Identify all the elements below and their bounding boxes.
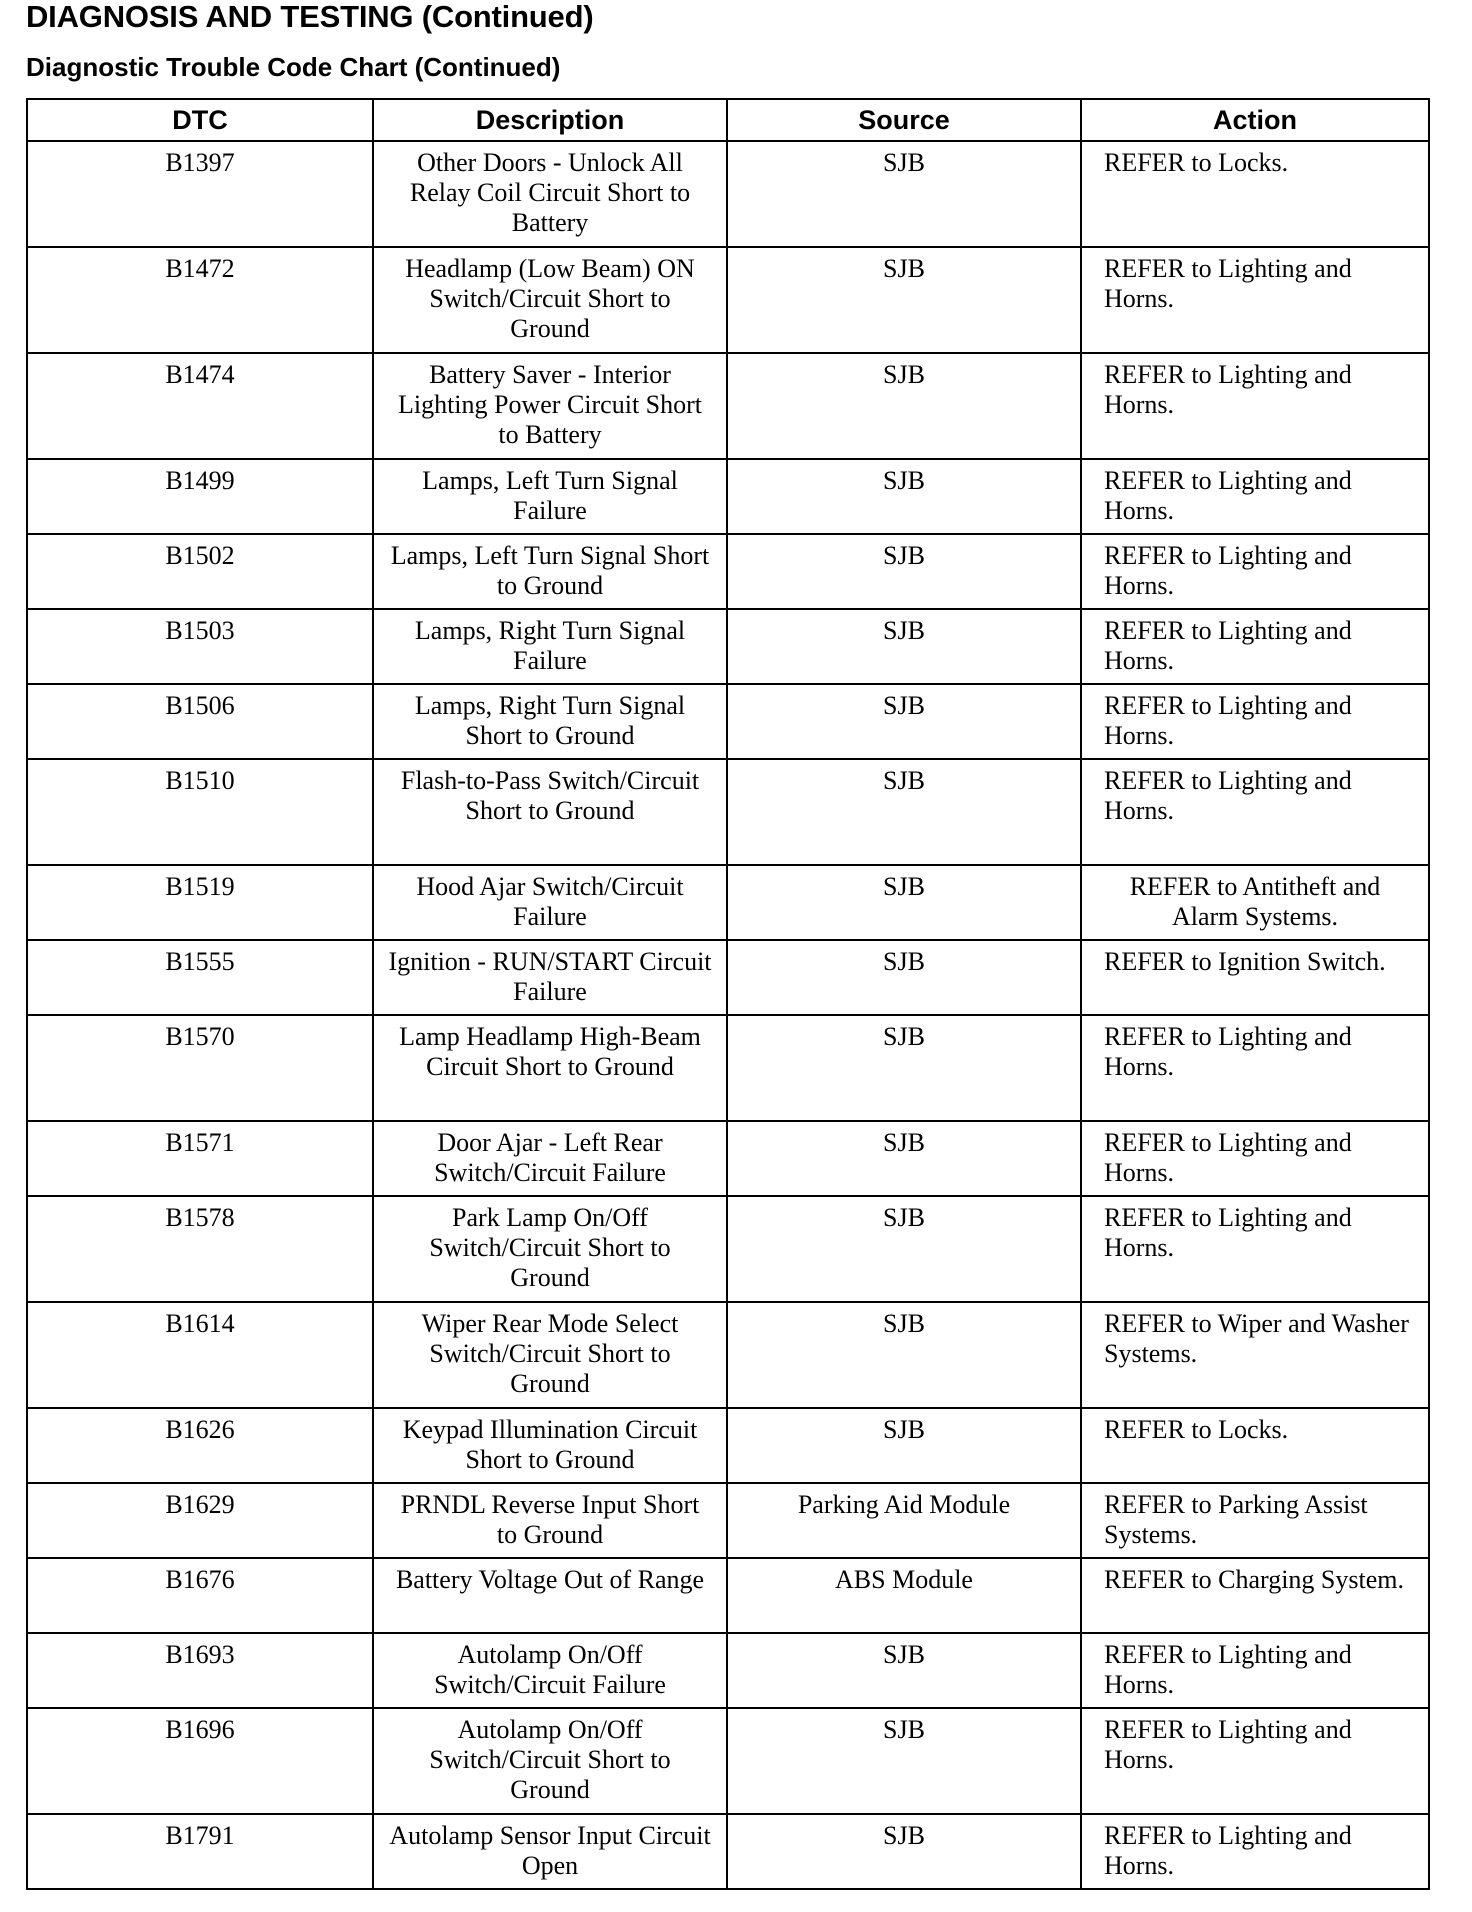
action-cell [1081,1302,1429,1408]
action-text: REFER to Lighting and Horns. [1104,1022,1352,1081]
dtc-code: B1555 [165,947,235,976]
description-text: Lamps, Left Turn Signal Short to Ground [390,541,710,600]
action-text: REFER to Lighting and Horns. [1104,766,1352,825]
action-text: REFER to Antitheft and Alarm Systems. [1129,872,1381,931]
action-text: REFER to Lighting and Horns. [1104,254,1352,313]
source-cell [727,940,1081,1015]
description-cell [373,865,727,940]
dtc-code: B1510 [165,766,235,795]
dtc-cell [27,459,373,534]
source-text: SJB [883,1203,925,1232]
description-cell [373,940,727,1015]
source-text: SJB [883,541,925,570]
action-cell [1081,1408,1429,1483]
source-cell [727,141,1081,247]
source-cell [727,353,1081,459]
table-row [27,1015,1429,1121]
action-text: REFER to Lighting and Horns. [1104,1640,1352,1699]
dtc-cell [27,1121,373,1196]
dtc-code: B1696 [165,1715,235,1744]
source-cell [727,1558,1081,1633]
description-cell [373,1302,727,1408]
action-text: REFER to Lighting and Horns. [1104,616,1352,675]
description-text: Autolamp On/Off Switch/Circuit Failure [434,1640,666,1699]
description-text: Door Ajar - Left Rear Switch/Circuit Failure [434,1128,666,1187]
description-cell [373,459,727,534]
table-row [27,1121,1429,1196]
description-text: Headlamp (Low Beam) ON Switch/Circuit Short to Ground [405,254,695,343]
table-row [27,1814,1429,1889]
description-cell [373,353,727,459]
description-text: Autolamp On/Off Switch/Circuit Short to Ground [429,1715,671,1804]
description-text: PRNDL Reverse Input Short to Ground [400,1490,700,1549]
action-text: REFER to Lighting and Horns. [1104,1821,1352,1880]
column-header-source: Source [727,99,1081,141]
dtc-code: B1506 [165,691,235,720]
dtc-cell [27,353,373,459]
description-cell [373,684,727,759]
table-row [27,1196,1429,1302]
column-header-action: Action [1081,99,1429,141]
source-cell [727,684,1081,759]
description-cell [373,1483,727,1558]
description-text: Autolamp Sensor Input Circuit Open [389,1821,711,1880]
action-text: REFER to Lighting and Horns. [1104,691,1352,750]
description-cell [373,534,727,609]
action-text: REFER to Wiper and Washer Systems. [1104,1309,1409,1368]
table-row [27,684,1429,759]
dtc-cell [27,1814,373,1889]
description-text: Lamps, Right Turn Signal Failure [414,616,686,675]
description-cell [373,141,727,247]
description-text: Flash-to-Pass Switch/Circuit Short to Ground [400,766,700,825]
table-row [27,459,1429,534]
source-cell [727,1121,1081,1196]
action-cell [1081,1121,1429,1196]
action-cell [1081,865,1429,940]
action-cell [1081,353,1429,459]
column-header-dtc: DTC [27,99,373,141]
dtc-cell [27,865,373,940]
source-text: SJB [883,947,925,976]
source-cell [727,1015,1081,1121]
action-cell [1081,141,1429,247]
action-text: REFER to Ignition Switch. [1104,947,1386,976]
dtc-code: B1578 [165,1203,235,1232]
dtc-code: B1499 [165,466,235,495]
description-cell [373,1196,727,1302]
source-text: SJB [883,616,925,645]
action-cell [1081,1483,1429,1558]
description-text: Hood Ajar Switch/Circuit Failure [416,872,684,931]
dtc-table [26,98,1430,1890]
dtc-cell [27,141,373,247]
dtc-code: B1571 [165,1128,235,1157]
description-text: Ignition - RUN/START Circuit Failure [388,947,712,1006]
table-row [27,534,1429,609]
description-text: Other Doors - Unlock All Relay Coil Circuit Short to Battery [409,148,691,237]
dtc-code: B1502 [165,541,235,570]
source-cell [727,1196,1081,1302]
dtc-cell [27,1558,373,1633]
table-row [27,759,1429,865]
source-text: SJB [883,466,925,495]
dtc-cell [27,1633,373,1708]
dtc-cell [27,1408,373,1483]
dtc-code: B1676 [165,1565,235,1594]
page-heading: DIAGNOSIS AND TESTING (Continued) [26,0,594,34]
dtc-code: B1570 [165,1022,235,1051]
source-text: SJB [883,1128,925,1157]
description-cell [373,1558,727,1633]
source-text: SJB [883,1415,925,1444]
dtc-code: B1614 [165,1309,235,1338]
table-row [27,1483,1429,1558]
source-cell [727,247,1081,353]
chart-subheading: Diagnostic Trouble Code Chart (Continued) [26,52,561,82]
dtc-code: B1503 [165,616,235,645]
dtc-cell [27,1708,373,1814]
action-text: REFER to Lighting and Horns. [1104,466,1352,525]
description-cell [373,247,727,353]
column-header-description: Description [373,99,727,141]
description-cell [373,1633,727,1708]
dtc-cell [27,684,373,759]
source-cell [727,1633,1081,1708]
dtc-code: B1626 [165,1415,235,1444]
action-cell [1081,247,1429,353]
action-cell [1081,1814,1429,1889]
dtc-cell [27,1196,373,1302]
source-text: SJB [883,1821,925,1850]
table-row [27,1408,1429,1483]
table-row [27,247,1429,353]
description-text: Wiper Rear Mode Select Switch/Circuit Short to Ground [421,1309,679,1398]
description-text: Park Lamp On/Off Switch/Circuit Short to Ground [429,1203,671,1292]
table-row [27,940,1429,1015]
description-text: Battery Voltage Out of Range [395,1565,705,1594]
action-cell [1081,1708,1429,1814]
action-cell [1081,759,1429,865]
dtc-cell [27,534,373,609]
source-text: SJB [883,1309,925,1338]
source-cell [727,1483,1081,1558]
description-cell [373,609,727,684]
source-text: SJB [883,254,925,283]
dtc-cell [27,609,373,684]
action-cell [1081,1558,1429,1633]
action-text: REFER to Parking Assist Systems. [1104,1490,1368,1549]
table-row [27,1633,1429,1708]
source-cell [727,759,1081,865]
source-text: SJB [883,691,925,720]
description-text: Lamp Headlamp High-Beam Circuit Short to Ground [399,1022,701,1081]
action-text: REFER to Lighting and Horns. [1104,360,1352,419]
table-row [27,1302,1429,1408]
action-cell [1081,1015,1429,1121]
dtc-code: B1472 [165,254,235,283]
source-cell [727,1408,1081,1483]
action-text: REFER to Charging System. [1104,1565,1404,1594]
description-text: Keypad Illumination Circuit Short to Ground [402,1415,698,1474]
action-text: REFER to Lighting and Horns. [1104,541,1352,600]
description-cell [373,1015,727,1121]
dtc-cell [27,1302,373,1408]
dtc-code: B1397 [165,148,235,177]
source-cell [727,609,1081,684]
dtc-cell [27,1015,373,1121]
dtc-code: B1693 [165,1640,235,1669]
source-text: SJB [883,148,925,177]
source-text: SJB [883,872,925,901]
table-header-row [27,99,1429,141]
table-row [27,1708,1429,1814]
table-row [27,353,1429,459]
description-text: Lamps, Right Turn Signal Short to Ground [414,691,686,750]
table-row [27,1558,1429,1633]
dtc-cell [27,940,373,1015]
source-text: SJB [883,1715,925,1744]
dtc-code: B1474 [165,360,235,389]
action-cell [1081,1633,1429,1708]
table-row [27,141,1429,247]
dtc-code: B1519 [165,872,235,901]
dtc-cell [27,247,373,353]
dtc-cell [27,1483,373,1558]
source-text: SJB [883,766,925,795]
action-text: REFER to Lighting and Horns. [1104,1128,1352,1187]
source-cell [727,1708,1081,1814]
table-row [27,865,1429,940]
source-cell [727,865,1081,940]
action-text: REFER to Lighting and Horns. [1104,1203,1352,1262]
source-text: SJB [883,360,925,389]
description-cell [373,1814,727,1889]
source-cell [727,1302,1081,1408]
action-text: REFER to Locks. [1104,148,1289,177]
description-text: Lamps, Left Turn Signal Failure [422,466,678,525]
action-cell [1081,609,1429,684]
dtc-code: B1791 [165,1821,235,1850]
source-cell [727,534,1081,609]
action-cell [1081,684,1429,759]
description-cell [373,1121,727,1196]
source-text: ABS Module [835,1565,973,1594]
description-text: Battery Saver - Interior Lighting Power Circuit Short to Battery [397,360,703,449]
source-cell [727,459,1081,534]
dtc-code: B1629 [165,1490,235,1519]
source-text: SJB [883,1640,925,1669]
action-cell [1081,459,1429,534]
source-cell [727,1814,1081,1889]
action-cell [1081,534,1429,609]
action-text: REFER to Locks. [1104,1415,1289,1444]
action-cell [1081,940,1429,1015]
source-text: Parking Aid Module [797,1490,1011,1519]
action-text: REFER to Lighting and Horns. [1104,1715,1352,1774]
description-cell [373,759,727,865]
description-cell [373,1708,727,1814]
description-cell [373,1408,727,1483]
table-row [27,609,1429,684]
action-cell [1081,1196,1429,1302]
dtc-cell [27,759,373,865]
source-text: SJB [883,1022,925,1051]
